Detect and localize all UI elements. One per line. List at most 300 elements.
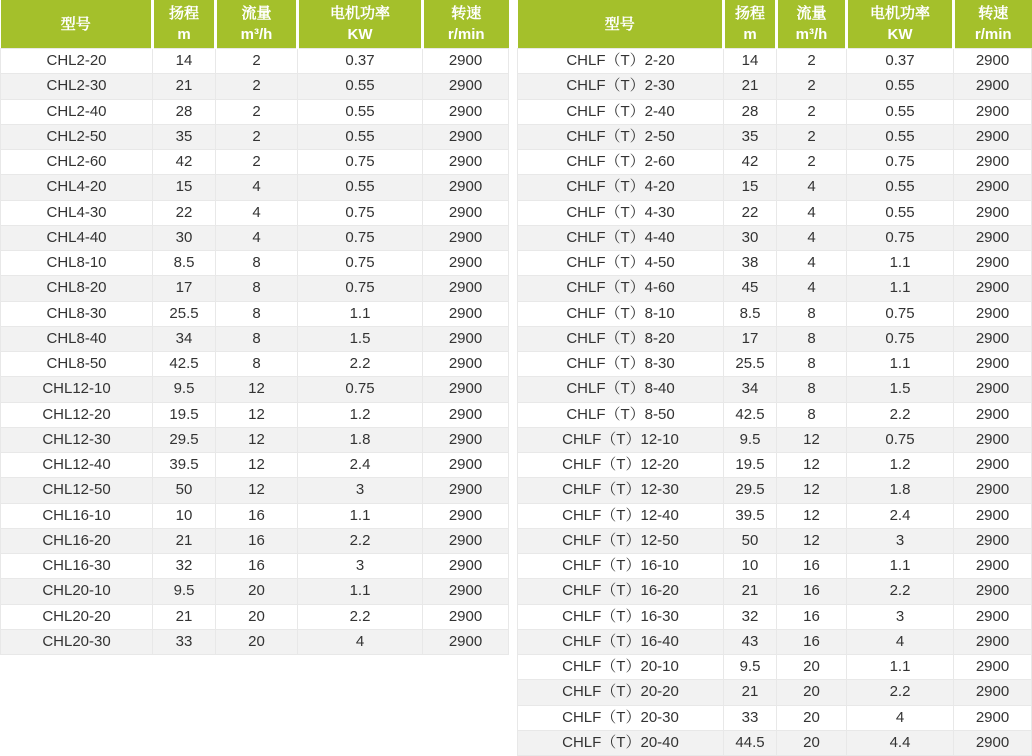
value-cell: 45 xyxy=(724,276,777,301)
column-title: 流量 xyxy=(796,5,827,22)
model-cell: CHLF（T）8-40 xyxy=(518,377,724,402)
table-row xyxy=(1,175,509,200)
table-row xyxy=(518,49,1032,74)
table-row xyxy=(1,554,509,579)
table-row xyxy=(518,453,1032,478)
value-cell: 0.55 xyxy=(847,175,954,200)
value-cell: 39.5 xyxy=(724,503,777,528)
value-cell: 2900 xyxy=(954,503,1032,528)
value-cell: 1.5 xyxy=(298,326,423,351)
value-cell: 0.55 xyxy=(847,74,954,99)
value-cell: 2900 xyxy=(954,579,1032,604)
model-cell: CHL8-50 xyxy=(1,352,153,377)
value-cell: 2900 xyxy=(423,301,509,326)
value-cell: 3 xyxy=(298,478,423,503)
table-row xyxy=(1,402,509,427)
value-cell: 2.4 xyxy=(847,503,954,528)
value-cell: 0.75 xyxy=(847,326,954,351)
value-cell: 0.55 xyxy=(298,99,423,124)
value-cell: 2 xyxy=(777,49,847,74)
value-cell: 3 xyxy=(847,528,954,553)
value-cell: 8 xyxy=(777,352,847,377)
value-cell: 2900 xyxy=(423,251,509,276)
value-cell: 42 xyxy=(153,150,216,175)
value-cell: 38 xyxy=(724,251,777,276)
model-cell: CHLF（T）12-40 xyxy=(518,503,724,528)
column-unit: m xyxy=(743,26,757,43)
value-cell: 2900 xyxy=(423,629,509,654)
model-cell: CHLF（T）12-20 xyxy=(518,453,724,478)
table-row xyxy=(518,730,1032,755)
table-row xyxy=(1,604,509,629)
value-cell: 39.5 xyxy=(153,453,216,478)
value-cell: 2900 xyxy=(423,528,509,553)
value-cell: 2900 xyxy=(423,377,509,402)
value-cell: 4 xyxy=(777,251,847,276)
model-cell: CHL12-50 xyxy=(1,478,153,503)
table-row xyxy=(1,326,509,351)
value-cell: 2 xyxy=(216,99,298,124)
value-cell: 12 xyxy=(777,503,847,528)
value-cell: 42.5 xyxy=(153,352,216,377)
table-row xyxy=(518,528,1032,553)
value-cell: 2900 xyxy=(954,74,1032,99)
model-cell: CHLF（T）4-40 xyxy=(518,225,724,250)
table-row xyxy=(1,200,509,225)
value-cell: 16 xyxy=(777,579,847,604)
value-cell: 20 xyxy=(777,655,847,680)
value-cell: 2900 xyxy=(423,276,509,301)
value-cell: 20 xyxy=(777,680,847,705)
value-cell: 4 xyxy=(777,175,847,200)
value-cell: 2900 xyxy=(954,276,1032,301)
value-cell: 17 xyxy=(153,276,216,301)
table-row xyxy=(1,503,509,528)
table-row xyxy=(518,301,1032,326)
value-cell: 50 xyxy=(153,478,216,503)
table-row xyxy=(1,427,509,452)
value-cell: 2900 xyxy=(423,99,509,124)
value-cell: 12 xyxy=(216,377,298,402)
value-cell: 12 xyxy=(216,478,298,503)
value-cell: 2900 xyxy=(954,301,1032,326)
table-header-chl xyxy=(1,0,509,49)
value-cell: 2900 xyxy=(954,402,1032,427)
model-cell: CHLF（T）20-10 xyxy=(518,655,724,680)
column-header-2 xyxy=(216,0,298,49)
table-row xyxy=(518,276,1032,301)
value-cell: 2900 xyxy=(954,528,1032,553)
table-row xyxy=(518,478,1032,503)
value-cell: 2900 xyxy=(423,579,509,604)
value-cell: 2900 xyxy=(954,453,1032,478)
value-cell: 2900 xyxy=(954,655,1032,680)
model-cell: CHL8-30 xyxy=(1,301,153,326)
table-row xyxy=(518,503,1032,528)
model-cell: CHLF（T）16-40 xyxy=(518,629,724,654)
table-row xyxy=(1,74,509,99)
table-row xyxy=(1,453,509,478)
column-unit: r/min xyxy=(974,26,1012,43)
value-cell: 2900 xyxy=(423,352,509,377)
value-cell: 1.1 xyxy=(847,655,954,680)
value-cell: 4 xyxy=(777,200,847,225)
value-cell: 2900 xyxy=(954,175,1032,200)
column-title: 转速 xyxy=(978,5,1009,22)
table-row xyxy=(518,705,1032,730)
model-cell: CHLF（T）12-30 xyxy=(518,478,724,503)
model-cell: CHL4-20 xyxy=(1,175,153,200)
value-cell: 12 xyxy=(777,528,847,553)
value-cell: 12 xyxy=(777,453,847,478)
model-cell: CHL12-20 xyxy=(1,402,153,427)
value-cell: 28 xyxy=(153,99,216,124)
value-cell: 2900 xyxy=(423,604,509,629)
value-cell: 28 xyxy=(724,99,777,124)
value-cell: 0.75 xyxy=(298,200,423,225)
value-cell: 2900 xyxy=(423,402,509,427)
value-cell: 4 xyxy=(777,225,847,250)
value-cell: 2 xyxy=(216,150,298,175)
model-cell: CHL2-30 xyxy=(1,74,153,99)
value-cell: 1.2 xyxy=(298,402,423,427)
column-title: 转速 xyxy=(451,5,482,22)
value-cell: 8 xyxy=(216,301,298,326)
table-row xyxy=(518,629,1032,654)
value-cell: 32 xyxy=(724,604,777,629)
column-title: 扬程 xyxy=(168,5,199,22)
value-cell: 8 xyxy=(777,402,847,427)
column-unit: KW xyxy=(887,26,913,43)
table-row xyxy=(1,579,509,604)
value-cell: 20 xyxy=(216,604,298,629)
value-cell: 2 xyxy=(216,49,298,74)
value-cell: 0.75 xyxy=(298,276,423,301)
model-cell: CHLF（T）2-40 xyxy=(518,99,724,124)
model-cell: CHL12-40 xyxy=(1,453,153,478)
value-cell: 2900 xyxy=(954,326,1032,351)
value-cell: 2900 xyxy=(954,150,1032,175)
column-header-2 xyxy=(777,0,847,49)
value-cell: 4 xyxy=(216,175,298,200)
value-cell: 0.55 xyxy=(298,74,423,99)
value-cell: 2900 xyxy=(423,503,509,528)
column-unit: m³/h xyxy=(240,26,273,43)
value-cell: 16 xyxy=(216,503,298,528)
model-cell: CHLF（T）16-20 xyxy=(518,579,724,604)
value-cell: 9.5 xyxy=(724,427,777,452)
value-cell: 2900 xyxy=(954,427,1032,452)
header-row xyxy=(1,0,509,49)
table-row xyxy=(518,326,1032,351)
model-cell: CHL2-50 xyxy=(1,124,153,149)
value-cell: 1.5 xyxy=(847,377,954,402)
table-row xyxy=(518,402,1032,427)
value-cell: 29.5 xyxy=(724,478,777,503)
value-cell: 14 xyxy=(724,49,777,74)
value-cell: 2900 xyxy=(954,124,1032,149)
model-cell: CHLF（T）20-30 xyxy=(518,705,724,730)
value-cell: 4 xyxy=(777,276,847,301)
value-cell: 8 xyxy=(777,377,847,402)
value-cell: 42 xyxy=(724,150,777,175)
value-cell: 2900 xyxy=(954,225,1032,250)
model-cell: CHL20-20 xyxy=(1,604,153,629)
value-cell: 21 xyxy=(153,528,216,553)
table-row xyxy=(1,99,509,124)
model-cell: CHLF（T）2-50 xyxy=(518,124,724,149)
value-cell: 0.75 xyxy=(298,377,423,402)
value-cell: 4 xyxy=(847,629,954,654)
value-cell: 20 xyxy=(777,705,847,730)
value-cell: 3 xyxy=(847,604,954,629)
value-cell: 2900 xyxy=(954,377,1032,402)
value-cell: 12 xyxy=(777,478,847,503)
value-cell: 10 xyxy=(724,554,777,579)
value-cell: 9.5 xyxy=(724,655,777,680)
table-row xyxy=(518,150,1032,175)
column-title: 电机功率 xyxy=(329,5,390,22)
value-cell: 1.1 xyxy=(847,276,954,301)
model-cell: CHLF（T）16-10 xyxy=(518,554,724,579)
model-cell: CHL2-60 xyxy=(1,150,153,175)
value-cell: 12 xyxy=(216,453,298,478)
table-row xyxy=(518,352,1032,377)
value-cell: 0.75 xyxy=(298,225,423,250)
value-cell: 4 xyxy=(847,705,954,730)
value-cell: 34 xyxy=(724,377,777,402)
value-cell: 29.5 xyxy=(153,427,216,452)
spec-table-chlf-t-series xyxy=(517,0,1032,756)
value-cell: 0.75 xyxy=(847,150,954,175)
value-cell: 14 xyxy=(153,49,216,74)
value-cell: 1.8 xyxy=(298,427,423,452)
value-cell: 2900 xyxy=(954,99,1032,124)
model-cell: CHLF（T）2-30 xyxy=(518,74,724,99)
table-row xyxy=(518,579,1032,604)
model-cell: CHL2-40 xyxy=(1,99,153,124)
column-header-0 xyxy=(518,0,724,49)
table-row xyxy=(518,124,1032,149)
model-cell: CHLF（T）8-30 xyxy=(518,352,724,377)
model-cell: CHL8-40 xyxy=(1,326,153,351)
value-cell: 3 xyxy=(298,554,423,579)
model-cell: CHLF（T）20-20 xyxy=(518,680,724,705)
table-row xyxy=(1,377,509,402)
table-header-chlf-t xyxy=(518,0,1032,49)
value-cell: 1.1 xyxy=(847,251,954,276)
model-cell: CHLF（T）4-60 xyxy=(518,276,724,301)
table-row xyxy=(1,251,509,276)
value-cell: 2900 xyxy=(423,225,509,250)
value-cell: 2900 xyxy=(954,200,1032,225)
value-cell: 0.75 xyxy=(298,150,423,175)
value-cell: 2900 xyxy=(423,200,509,225)
model-cell: CHLF（T）8-10 xyxy=(518,301,724,326)
table-row xyxy=(518,554,1032,579)
table-row xyxy=(1,49,509,74)
value-cell: 2 xyxy=(777,99,847,124)
table-row xyxy=(1,478,509,503)
value-cell: 2900 xyxy=(954,49,1032,74)
value-cell: 8 xyxy=(216,352,298,377)
value-cell: 12 xyxy=(216,402,298,427)
table-row xyxy=(518,377,1032,402)
table-row xyxy=(518,99,1032,124)
value-cell: 2900 xyxy=(954,629,1032,654)
value-cell: 2900 xyxy=(423,150,509,175)
value-cell: 2900 xyxy=(954,705,1032,730)
table-row xyxy=(1,528,509,553)
table-row xyxy=(518,680,1032,705)
model-cell: CHL2-20 xyxy=(1,49,153,74)
model-cell: CHLF（T）4-30 xyxy=(518,200,724,225)
table-body-chlf-t xyxy=(518,49,1032,756)
value-cell: 16 xyxy=(777,554,847,579)
model-cell: CHLF（T）8-20 xyxy=(518,326,724,351)
value-cell: 2 xyxy=(777,74,847,99)
value-cell: 2 xyxy=(216,124,298,149)
value-cell: 2.2 xyxy=(847,680,954,705)
table-row xyxy=(1,276,509,301)
value-cell: 2.2 xyxy=(847,402,954,427)
value-cell: 15 xyxy=(724,175,777,200)
column-title: 型号 xyxy=(604,15,635,33)
model-cell: CHL4-40 xyxy=(1,225,153,250)
value-cell: 2 xyxy=(216,74,298,99)
model-cell: CHLF（T）4-50 xyxy=(518,251,724,276)
column-title: 电机功率 xyxy=(869,5,930,22)
value-cell: 21 xyxy=(724,579,777,604)
column-unit: r/min xyxy=(447,26,485,43)
value-cell: 16 xyxy=(216,528,298,553)
column-title: 扬程 xyxy=(734,5,765,22)
header-row xyxy=(518,0,1032,49)
value-cell: 21 xyxy=(724,74,777,99)
value-cell: 0.55 xyxy=(847,200,954,225)
value-cell: 20 xyxy=(216,629,298,654)
value-cell: 1.1 xyxy=(847,554,954,579)
model-cell: CHL8-20 xyxy=(1,276,153,301)
value-cell: 2900 xyxy=(954,730,1032,755)
value-cell: 2.2 xyxy=(298,604,423,629)
table-row xyxy=(518,251,1032,276)
value-cell: 32 xyxy=(153,554,216,579)
value-cell: 20 xyxy=(777,730,847,755)
table-row xyxy=(518,225,1032,250)
value-cell: 21 xyxy=(153,604,216,629)
value-cell: 1.1 xyxy=(847,352,954,377)
value-cell: 19.5 xyxy=(724,453,777,478)
value-cell: 1.1 xyxy=(298,579,423,604)
value-cell: 2900 xyxy=(423,124,509,149)
column-header-1 xyxy=(724,0,777,49)
table-row xyxy=(518,604,1032,629)
column-header-1 xyxy=(153,0,216,49)
model-cell: CHLF（T）8-50 xyxy=(518,402,724,427)
value-cell: 20 xyxy=(216,579,298,604)
value-cell: 22 xyxy=(153,200,216,225)
value-cell: 10 xyxy=(153,503,216,528)
table-body-chl xyxy=(1,49,509,655)
value-cell: 2900 xyxy=(423,326,509,351)
model-cell: CHL20-10 xyxy=(1,579,153,604)
model-cell: CHL12-10 xyxy=(1,377,153,402)
value-cell: 9.5 xyxy=(153,579,216,604)
model-cell: CHLF（T）20-40 xyxy=(518,730,724,755)
value-cell: 44.5 xyxy=(724,730,777,755)
value-cell: 0.75 xyxy=(847,427,954,452)
value-cell: 2900 xyxy=(954,554,1032,579)
model-cell: CHLF（T）2-60 xyxy=(518,150,724,175)
model-cell: CHLF（T）12-50 xyxy=(518,528,724,553)
value-cell: 0.75 xyxy=(847,301,954,326)
value-cell: 8.5 xyxy=(153,251,216,276)
column-unit: m³/h xyxy=(795,26,828,43)
value-cell: 0.55 xyxy=(298,175,423,200)
value-cell: 2900 xyxy=(954,251,1032,276)
table-row xyxy=(1,352,509,377)
value-cell: 12 xyxy=(216,427,298,452)
value-cell: 34 xyxy=(153,326,216,351)
value-cell: 15 xyxy=(153,175,216,200)
value-cell: 2 xyxy=(777,124,847,149)
column-header-0 xyxy=(1,0,153,49)
value-cell: 17 xyxy=(724,326,777,351)
table-row xyxy=(1,301,509,326)
model-cell: CHL8-10 xyxy=(1,251,153,276)
value-cell: 4 xyxy=(216,225,298,250)
value-cell: 30 xyxy=(153,225,216,250)
value-cell: 4 xyxy=(216,200,298,225)
value-cell: 2900 xyxy=(954,680,1032,705)
value-cell: 2 xyxy=(777,150,847,175)
model-cell: CHLF（T）16-30 xyxy=(518,604,724,629)
table-row xyxy=(1,150,509,175)
table-row xyxy=(518,427,1032,452)
value-cell: 8 xyxy=(216,326,298,351)
model-cell: CHL16-10 xyxy=(1,503,153,528)
column-unit: KW xyxy=(347,26,373,43)
value-cell: 9.5 xyxy=(153,377,216,402)
value-cell: 2900 xyxy=(954,604,1032,629)
value-cell: 2900 xyxy=(423,74,509,99)
value-cell: 2.2 xyxy=(298,352,423,377)
column-header-4 xyxy=(954,0,1032,49)
value-cell: 0.55 xyxy=(847,99,954,124)
table-row xyxy=(518,74,1032,99)
value-cell: 22 xyxy=(724,200,777,225)
value-cell: 2900 xyxy=(423,175,509,200)
value-cell: 1.8 xyxy=(847,478,954,503)
value-cell: 21 xyxy=(724,680,777,705)
table-row xyxy=(1,124,509,149)
value-cell: 4.4 xyxy=(847,730,954,755)
model-cell: CHL12-30 xyxy=(1,427,153,452)
column-header-4 xyxy=(423,0,509,49)
value-cell: 50 xyxy=(724,528,777,553)
value-cell: 0.55 xyxy=(847,124,954,149)
value-cell: 0.37 xyxy=(847,49,954,74)
model-cell: CHL4-30 xyxy=(1,200,153,225)
value-cell: 8 xyxy=(216,276,298,301)
value-cell: 1.1 xyxy=(298,503,423,528)
value-cell: 2900 xyxy=(423,453,509,478)
table-row xyxy=(1,225,509,250)
value-cell: 16 xyxy=(216,554,298,579)
value-cell: 21 xyxy=(153,74,216,99)
value-cell: 35 xyxy=(153,124,216,149)
